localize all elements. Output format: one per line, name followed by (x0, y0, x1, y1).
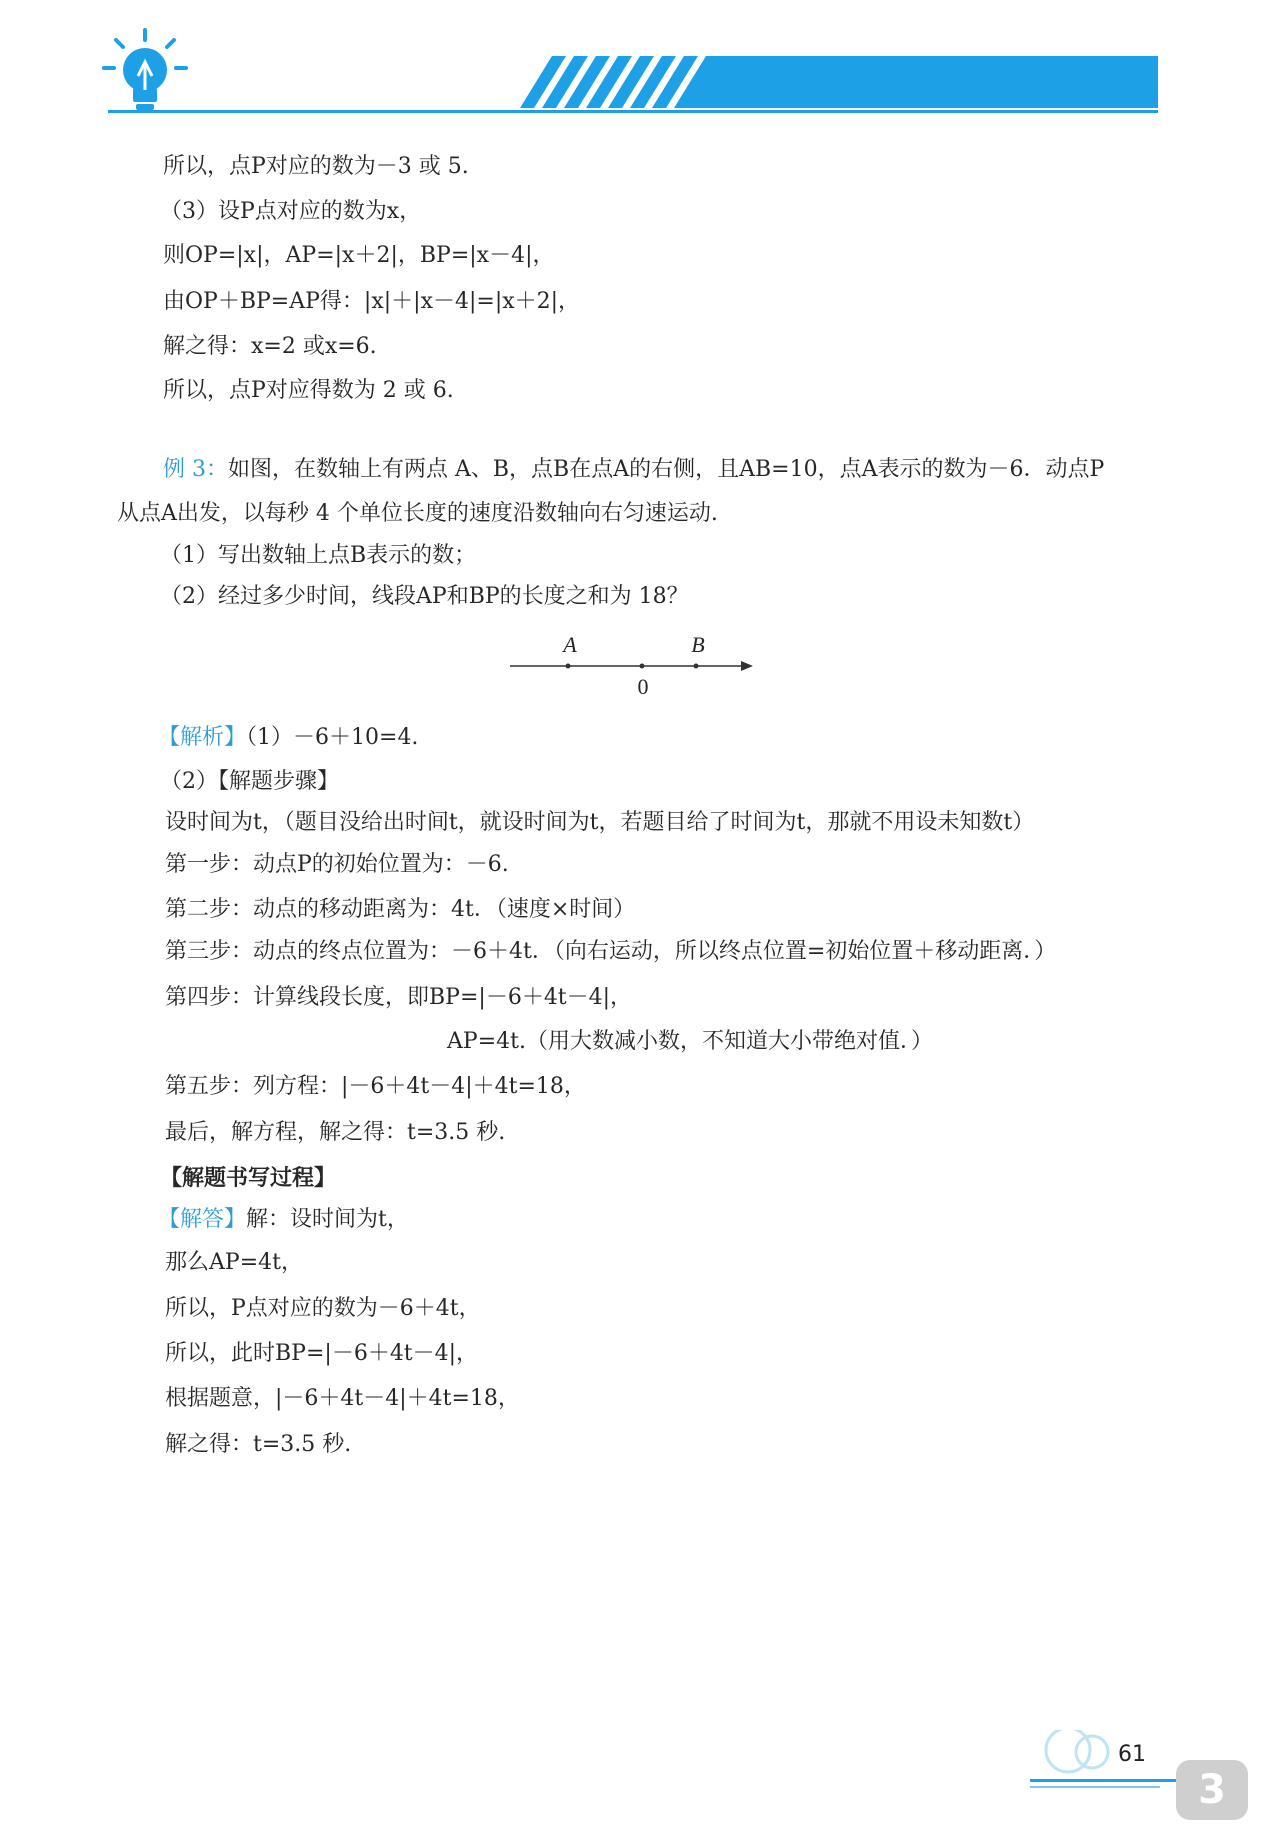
page-header (0, 0, 1280, 130)
text-line: 第五步：列方程：|－6＋4t－4|＋4t=18， (165, 1074, 586, 1099)
example-text: 如图，在数轴上有两点 A、B，点B在点A的右侧，且AB=10，点A表示的数为－6．动点P (228, 457, 1105, 482)
page-badge: 3 (1176, 1760, 1248, 1820)
lightbulb-icon (100, 26, 190, 116)
text-line: 所以，点P对应的数为－3 或 5. (163, 154, 469, 179)
example-label: 例 3： (163, 457, 228, 482)
label-a: A (563, 632, 577, 657)
point-b (694, 664, 699, 669)
page-number: 61 (1118, 1742, 1146, 1767)
header-graphic (0, 0, 1280, 130)
answer-line (158, 1205, 1280, 1235)
text-line: （3）设P点对应的数为x， (160, 199, 422, 224)
text-line: AP=4t.（用大数减小数，不知道大小带绝对值．） (447, 1029, 933, 1054)
text-line: 设时间为t，（题目没给出时间t，就设时间为t，若题目给了时间为t，那就不用设未知数t） (165, 810, 1035, 835)
text-line: 最后，解方程，解之得：t=3.5 秒. (165, 1120, 506, 1145)
text-line: （2）经过多少时间，线段AP和BP的长度之和为 18？ (160, 584, 689, 609)
text-line: 第二步：动点的移动距离为：4t．（速度×时间） (165, 897, 636, 922)
point-zero (640, 664, 645, 669)
text-line: 第一步：动点P的初始位置为：－6. (165, 852, 509, 877)
analysis-label: 【解析】 (158, 725, 247, 750)
analysis-text: （1）－6＋10=4. (246, 725, 419, 750)
analysis-line (158, 723, 1280, 753)
text-line: 所以，此时BP=|－6＋4t－4|， (165, 1341, 479, 1366)
text-line: 由OP＋BP=AP得：|x|＋|x－4|=|x＋2|， (163, 289, 581, 314)
text-line: 所以，P点对应的数为－6＋4t， (165, 1296, 481, 1321)
text-line: 根据题意，|－6＋4t－4|＋4t=18， (165, 1386, 520, 1411)
text-line: （2）【解题步骤】 (160, 769, 339, 794)
point-a (566, 664, 571, 669)
text-line: 解之得：t=3.5 秒. (165, 1432, 352, 1457)
page-footer (0, 1730, 1280, 1839)
text-line: 解之得：x=2 或x=6. (163, 334, 377, 359)
section-heading: 【解题书写过程】 (160, 1165, 337, 1191)
footer-graphic (0, 1730, 1280, 1839)
answer-label: 【解答】 (158, 1207, 247, 1232)
text-line: 那么AP=4t， (165, 1250, 303, 1275)
text-line: 第四步：计算线段长度，即BP=|－6＋4t－4|， (165, 985, 633, 1010)
text-line: （1）写出数轴上点B表示的数； (160, 543, 477, 568)
label-zero: 0 (637, 674, 649, 699)
text-line: 第三步：动点的终点位置为：－6＋4t．（向右运动，所以终点位置=初始位置＋移动距离．） (165, 939, 1057, 964)
text-line: 则OP=|x|，AP=|x＋2|，BP=|x－4|， (163, 243, 555, 268)
example-3-line (163, 455, 1280, 485)
text-line: 所以，点P对应得数为 2 或 6. (163, 378, 454, 403)
label-b: B (691, 632, 705, 657)
number-line (505, 628, 765, 708)
number-line-figure (505, 628, 765, 712)
text-line: 从点A出发，以每秒 4 个单位长度的速度沿数轴向右匀速运动. (117, 501, 718, 526)
answer-text: 解：设时间为t， (246, 1207, 409, 1232)
